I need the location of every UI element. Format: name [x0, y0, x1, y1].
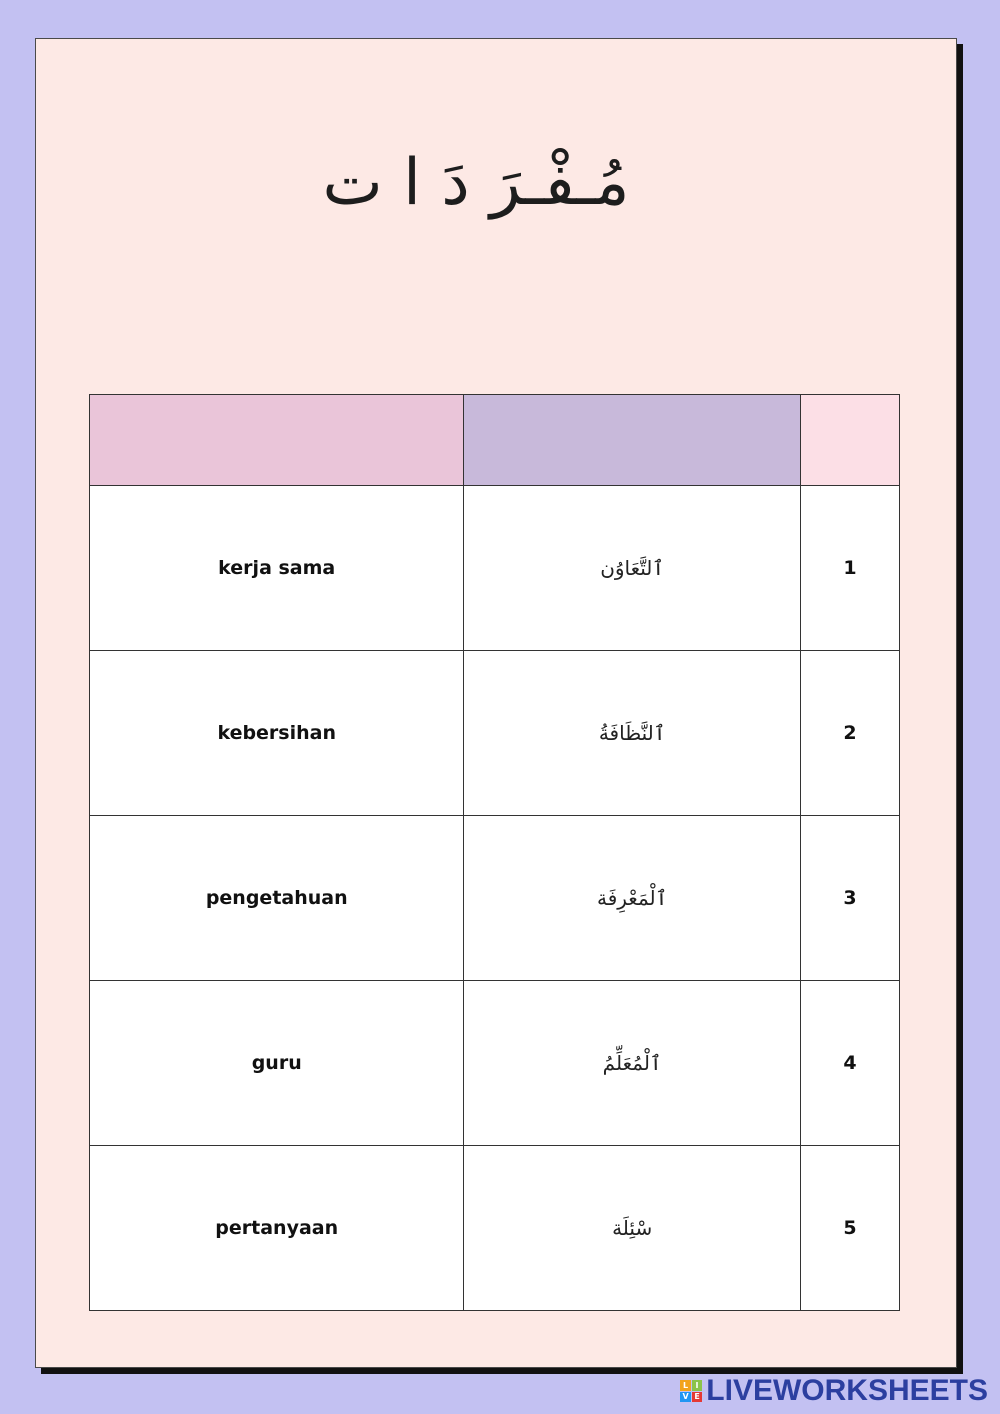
meaning-cell: pertanyaan — [90, 1146, 464, 1311]
meaning-cell: kebersihan — [90, 651, 464, 816]
icon-letter: I — [692, 1380, 703, 1391]
worksheet-page — [35, 38, 957, 1368]
meaning-cell: kerja sama — [90, 486, 464, 651]
arabic-word-cell: ٱلْمَعْرِفَة — [464, 816, 800, 981]
header-number — [800, 395, 899, 486]
icon-letter: V — [680, 1392, 691, 1403]
header-meaning — [90, 395, 464, 486]
number-cell: 2 — [800, 651, 899, 816]
arabic-word-cell: ٱلتَّعَاوُن — [464, 486, 800, 651]
icon-letter: E — [692, 1392, 703, 1403]
liveworksheets-wordmark: LIVEWORKSHEETS — [706, 1374, 988, 1407]
page-title: مُـفْـرَ دَ ا ت — [322, 146, 630, 220]
arabic-word-cell: ٱلنَّظَافَةُ — [464, 651, 800, 816]
number-cell: 4 — [800, 981, 899, 1146]
header-word — [464, 395, 800, 486]
meaning-cell: pengetahuan — [90, 816, 464, 981]
icon-letter: L — [680, 1380, 691, 1391]
table-row — [90, 651, 900, 816]
liveworksheets-icon — [680, 1380, 702, 1402]
table-row — [90, 816, 900, 981]
number-cell: 5 — [800, 1146, 899, 1311]
liveworksheets-logo[interactable] — [680, 1374, 988, 1408]
number-cell: 1 — [800, 486, 899, 651]
number-cell: 3 — [800, 816, 899, 981]
table-row — [90, 486, 900, 651]
table-row — [90, 1146, 900, 1311]
meaning-cell: guru — [90, 981, 464, 1146]
table-row — [90, 981, 900, 1146]
table-header-row — [90, 395, 900, 486]
vocabulary-table — [89, 394, 900, 1311]
arabic-word-cell: ٱلْمُعَلِّمُ — [464, 981, 800, 1146]
arabic-word-cell: سْئِلَة — [464, 1146, 800, 1311]
